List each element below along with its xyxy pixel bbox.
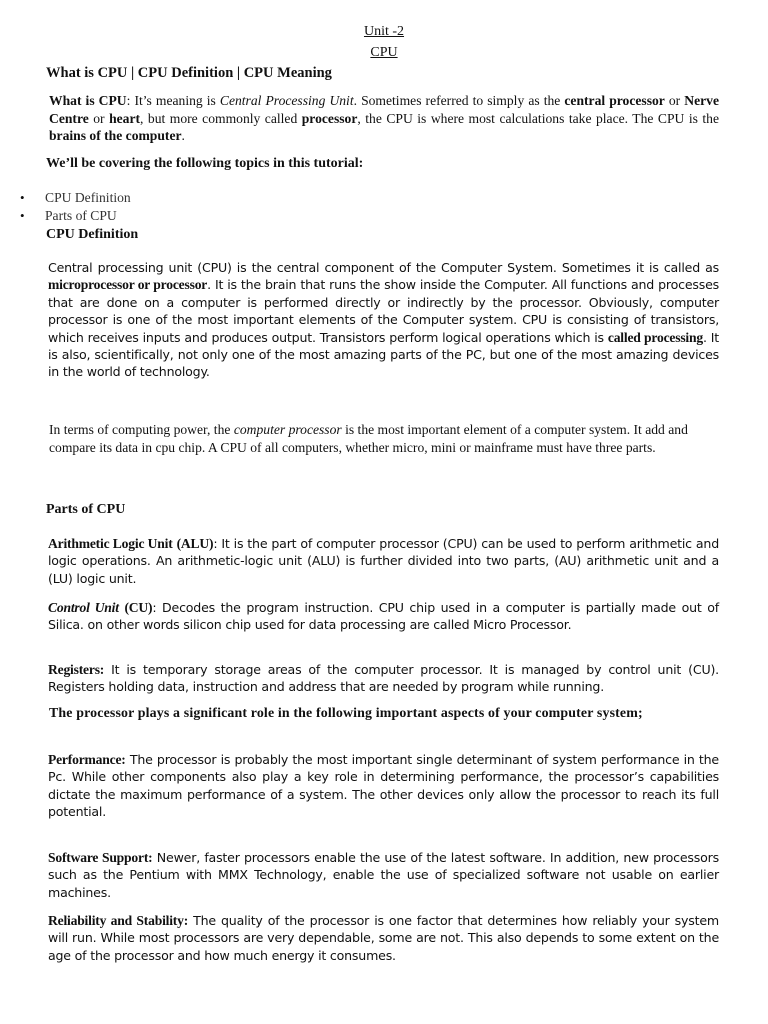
unit-label: Unit -2: [363, 24, 405, 39]
aspects-heading: The processor plays a significant role in the following important aspects of your computer system;: [49, 706, 643, 721]
computing-power-paragraph: In terms of computing power, the computer processor is the most important element of a computer system. It add and compare its data in cpu chip. A CPU of all computers, whether micro, mini or mainframe must have three parts.: [49, 422, 688, 455]
control-unit-paragraph: Control Unit (CU): Decodes the program instruction. CPU chip used in a computer is partially made out of Silica. on other words silicon chip used for data processing are called Micro Processor.: [48, 600, 719, 633]
topics-heading: We’ll be covering the following topics in this tutorial:: [46, 156, 364, 171]
intro-paragraph: What is CPU: It’s meaning is Central Processing Unit. Sometimes referred to simply as the central processor or Nerve Centre or heart, but more commonly called processor, the CPU is where most calculations take place. The CPU is the brains of the computer.: [49, 93, 719, 144]
topics-list: • CPU Definition • Parts of CPU: [20, 190, 131, 223]
performance-paragraph: Performance: The processor is probably the most important single determinant of system performance in the Pc. While other components also play a key role in determining performance, the processor’s capabilities dictate the maximum performance of a system. The other devices only allow the processor to reach its full potential.: [48, 752, 719, 820]
definition-paragraph: Central processing unit (CPU) is the central component of the Computer System. Sometimes it is called as microprocessor or processor. It is the brain that runs the show inside the Computer. All functions and processes that are done on a computer is performed directly or indirectly by the processor. Obviously, computer processor is one of the most important elements of the Computer system. CPU is consisting of transistors, which receives inputs and produces output. Transistors perform logical operations which is called processing. It is also, scientifically, not only one of the most amazing parts of the PC, but one of the most amazing devices in the world of technology.: [48, 260, 720, 380]
reliability-paragraph: Reliability and Stability: The quality of the processor is one factor that determines how reliably your system will run. While most processors are very dependable, some are not. This also depends to some extent on the age of the processor and how much energy it consumes.: [48, 913, 719, 963]
main-heading: What is CPU | CPU Definition | CPU Meaning: [46, 65, 332, 81]
registers-paragraph: Registers: It is temporary storage areas of the computer processor. It is managed by control unit (CU). Registers holding data, instruction and address that are needed by program while running.: [48, 662, 719, 695]
parts-heading: Parts of CPU: [46, 502, 126, 517]
cpu-definition-heading: CPU Definition: [46, 227, 139, 242]
page-title: CPU: [370, 45, 398, 60]
software-support-paragraph: Software Support: Newer, faster processors enable the use of the latest software. In addition, new processors such as the Pentium with MMX Technology, enable the use of specialized software not usable on earlier machines.: [48, 850, 719, 900]
alu-paragraph: Arithmetic Logic Unit (ALU): It is the part of computer processor (CPU) can be used to perform arithmetic and logic operations. An arithmetic-logic unit (ALU) is further divided into two parts, (AU) arithmetic unit and a (LU) logic unit.: [48, 536, 719, 586]
intro-label: What is CPU: [49, 93, 127, 108]
